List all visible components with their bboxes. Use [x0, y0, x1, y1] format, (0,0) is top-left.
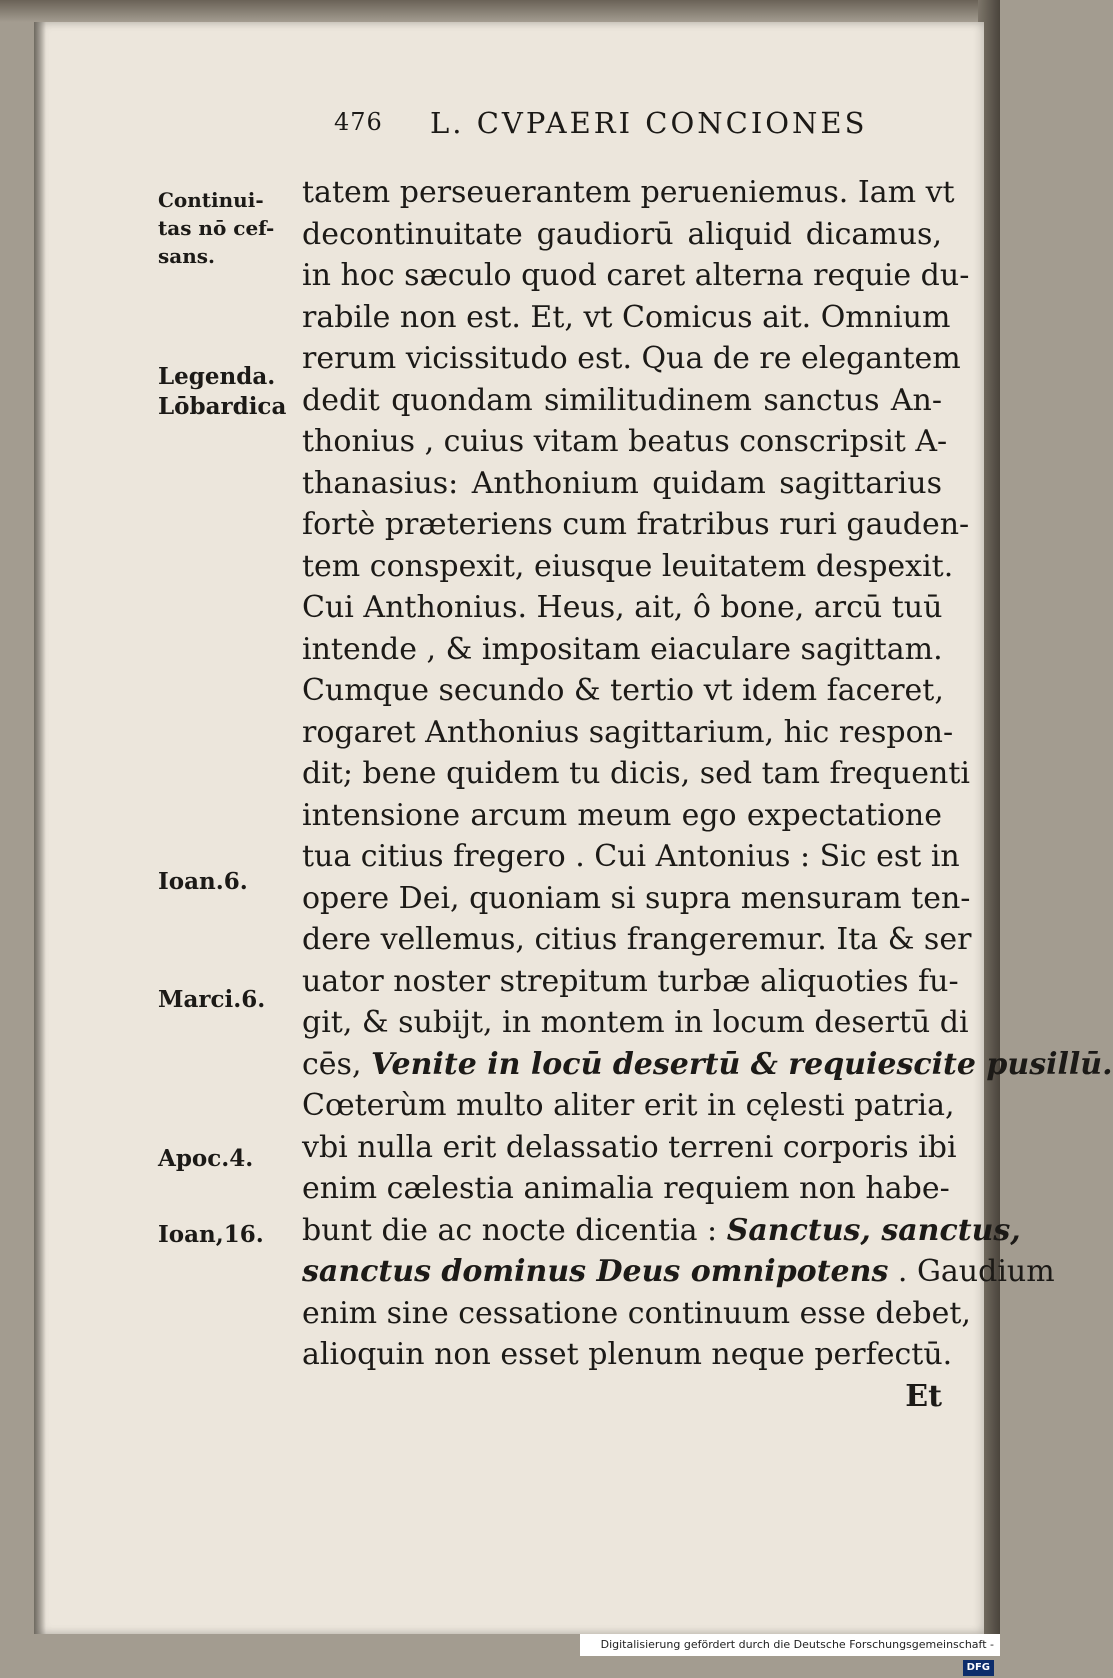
margin-note-line: Continui-: [158, 188, 264, 212]
text-line: Cœterùm multo aliter erit in cęlesti patria,: [302, 1088, 955, 1123]
digitization-footer: [580, 1634, 1000, 1673]
text-line: uator noster strepitum turbæ aliquoties fu-: [302, 963, 959, 999]
margin-note-ioan6: [158, 867, 248, 897]
text-line: enim sine cessatione continuum esse debet,: [302, 1295, 971, 1331]
text-line: dere vellemus, citius frangeremur. Ita & ser: [302, 922, 972, 957]
text-segment: bunt die ac nocte dicentia :: [302, 1212, 727, 1248]
margin-note-line: Ioan,16.: [158, 1221, 264, 1248]
margin-note-line: sans.: [158, 244, 215, 268]
dfg-logo: DFG: [963, 1660, 994, 1676]
text-line: Et: [905, 1378, 942, 1414]
margin-note-ioan16: [158, 1220, 264, 1250]
margin-note-line: Ioan.6.: [158, 868, 248, 895]
margin-note-marci6: [158, 985, 265, 1015]
text-line: Cui Anthonius. Heus, ait, ô bone, arcū tuū: [302, 590, 943, 625]
text-line: rerum vicissitudo est. Qua de re elegantem: [302, 341, 961, 376]
text-line: tatem perseuerantem perueniemus. Iam vt: [302, 175, 955, 210]
book-page: [34, 22, 1113, 1634]
italic-quotation: sanctus dominus Deus omnipotens: [302, 1254, 889, 1289]
italic-quotation: Venite in locū desertū & requiescite pusillū.: [371, 1046, 1113, 1082]
text-line: git, & subijt, in montem in locum desertū di: [302, 1005, 969, 1040]
text-line: intende , & impositam eiaculare sagittam.: [302, 631, 943, 667]
text-line: vbi nulla erit delassatio terreni corporis ibi: [302, 1129, 957, 1165]
text-line: decontinuitate gaudiorū aliquid dicamus,: [302, 216, 942, 252]
text-line: alioquin non esset plenum neque perfectū.: [302, 1337, 953, 1372]
text-line: intensione arcum meum ego expectatione: [302, 797, 942, 833]
scan-background-top: [0, 0, 1000, 22]
text-line: dedit quondam similitudinem sanctus An-: [302, 382, 942, 418]
text-line: tem conspexit, eiusque leuitatem despexit.: [302, 548, 954, 584]
margin-note-line: Lōbardica: [158, 393, 287, 420]
running-header: [304, 102, 944, 152]
text-line: in hoc sæculo quod caret alterna requie du-: [302, 258, 970, 293]
text-line: rabile non est. Et, vt Comicus ait. Omnium: [302, 299, 951, 335]
text-line: tua citius fregero . Cui Antonius : Sic est in: [302, 839, 960, 874]
body-text: [302, 172, 1113, 1417]
margin-note-apoc4: [158, 1144, 253, 1174]
text-segment: . Gaudium: [888, 1254, 1055, 1289]
text-line: [302, 1210, 1021, 1252]
italic-quotation: Sanctus, sanctus,: [726, 1212, 1021, 1248]
margin-note-line: Marci.6.: [158, 986, 266, 1013]
footer-credit: Digitalisierung gefördert durch die Deutsche Forschungsgemeinschaft -: [600, 1638, 994, 1651]
margin-note-line: Legenda.: [158, 363, 276, 390]
text-line: [302, 1251, 1055, 1293]
text-segment: cēs,: [302, 1046, 372, 1082]
text-line: rogaret Anthonius sagittarium, hic respon-: [302, 714, 954, 750]
margin-note-legenda: [158, 362, 286, 422]
text-line: thanasius: Anthonium quidam sagittarius: [302, 465, 942, 501]
margin-note-continuitas: [158, 186, 274, 270]
page-number: 476: [334, 108, 383, 136]
text-line: enim cælestia animalia requiem non habe-: [302, 1171, 950, 1206]
margin-note-line: Apoc.4.: [158, 1145, 254, 1172]
text-line: [302, 1044, 1113, 1086]
text-line: Cumque secundo & tertio vt idem faceret,: [302, 673, 944, 708]
running-title: L. CVPAERI CONCIONES: [430, 106, 868, 140]
text-line: fortè præteriens cum fratribus ruri gauden-: [302, 507, 970, 542]
text-line: opere Dei, quoniam si supra mensuram ten-: [302, 880, 971, 916]
margin-note-line: tas nō cef-: [158, 216, 275, 240]
text-line: thonius , cuius vitam beatus conscripsit A-: [302, 424, 948, 459]
text-line: dit; bene quidem tu dicis, sed tam frequenti: [302, 756, 970, 791]
